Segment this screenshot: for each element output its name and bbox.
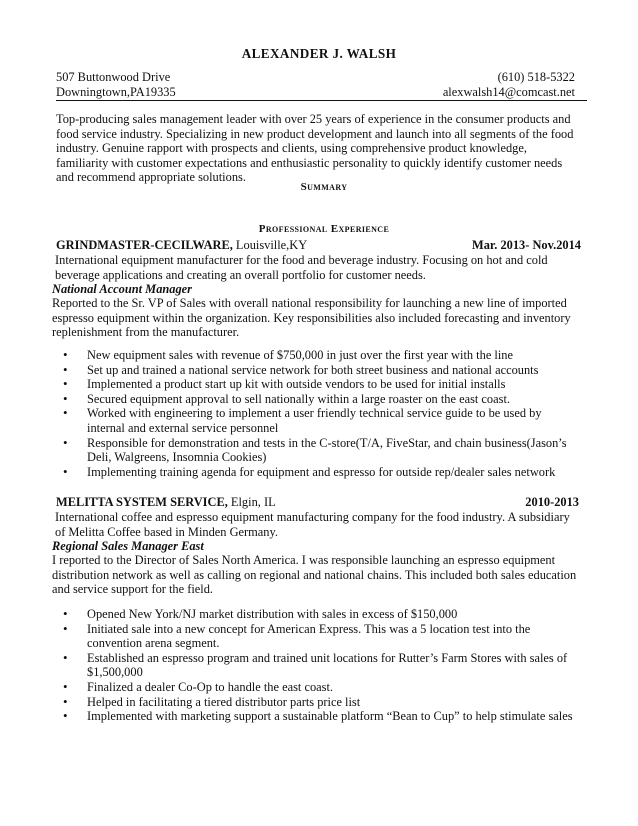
list-item-text: Secured equipment approval to sell nationally within a large roaster on the east coast. [87, 391, 510, 406]
role-summary-line: I reported to the Director of Sales North America. I was responsible launching an espresso equipment [52, 553, 556, 567]
list-item [63, 622, 593, 651]
list-item-text: Opened New York/NJ market distribution with sales in excess of $150,000 [87, 607, 458, 621]
list-item [63, 465, 593, 480]
job-title: Regional Sales Manager East [52, 539, 204, 553]
resume-name: ALEXANDER J. WALSH [241, 46, 397, 61]
company-name: GRINDMASTER-CECILWARE, [56, 238, 233, 252]
list-item-text: Helped in facilitating a tiered distributor parts price list [87, 694, 361, 709]
summary-line: Top-producing sales management leader with over 25 years of experience in the consumer products and [56, 112, 571, 126]
list-item-text: $1,500,000 [87, 665, 143, 680]
summary-heading: Summary [300, 181, 348, 193]
description-line: of Melitta Coffee based in Minden Germany. [55, 524, 278, 539]
role-summary-line: Reported to the Sr. VP of Sales with overall national responsibility for launching a new line of imported [52, 296, 567, 310]
list-item-text: Deli, Walgreens, Insomnia Cookies) [87, 450, 267, 465]
list-item [63, 406, 593, 435]
summary-line: food service industry. Specializing in new product development and launch into all segments of the food [56, 126, 574, 141]
list-item [63, 695, 593, 710]
company-description [55, 253, 586, 282]
summary-line: industry. Genuine rapport with prospects and clients, using comprehensive product knowledge, [56, 141, 527, 156]
description-line: International coffee and espresso equipment manufacturing company for the food industry. A subsidiary [55, 510, 570, 524]
role-summary [52, 296, 590, 340]
achievement-list [63, 607, 593, 724]
list-item [63, 377, 593, 392]
job-company [56, 238, 307, 253]
description-line: International equipment manufacturer for the food and beverage industry. Focusing on hot and cold [55, 253, 548, 267]
role-summary [52, 553, 594, 597]
list-item-text: Finalized a dealer Co-Op to handle the east coast. [87, 679, 334, 694]
list-item [63, 607, 593, 622]
role-summary-line: espresso equipment within the organization. Key responsibilities also included forecasting and inventory [52, 310, 571, 325]
list-item-text: • Responsible for demonstration and tests in the C-store(T/A, FiveStar, and chain business(Jason’s [87, 435, 567, 450]
job-dates: Mar. 2013- Nov.2014 [472, 238, 581, 252]
summary-line: and recommend appropriate solutions. [56, 170, 246, 185]
list-item [63, 348, 593, 363]
company-description [55, 510, 595, 539]
list-item-text: • Established an espresso program and trained unit locations for Rutter’s Farm Stores with sales of [87, 650, 568, 665]
achievement-list [63, 348, 593, 479]
list-item [63, 363, 593, 378]
company-name: MELITTA SYSTEM SERVICE, [56, 495, 228, 509]
list-item-text: Set up and trained a national service network for both street business and national accounts [87, 362, 539, 377]
company-location: Louisville,KY [232, 238, 308, 252]
list-item [63, 651, 593, 680]
list-item-text: internal and external service personnel [87, 420, 279, 435]
summary-paragraph [56, 112, 587, 185]
list-item-text: Implemented with marketing support a sustainable platform “Bean to Cup” to help stimulate sales [87, 709, 573, 724]
list-item-text: convention arena segment. [87, 636, 220, 651]
job-dates: 2010-2013 [525, 495, 579, 509]
address-line-2 [56, 85, 587, 101]
job-company [56, 495, 276, 510]
company-location: Elgin, IL [227, 495, 276, 509]
job-header [56, 495, 587, 510]
phone-number: (610) 518-5322 [497, 70, 575, 84]
list-item [63, 392, 593, 407]
email-address: alexwalsh14@comcast.net [442, 85, 575, 99]
list-item-text: Implementing training agenda for equipment and espresso for outside rep/dealer sales network [87, 464, 556, 479]
role-summary-line: distribution network as well as calling on regional and national chains. This included both sales education [52, 567, 577, 582]
street-address: 507 Buttonwood Drive [56, 70, 171, 84]
list-item-text: • Initiated sale into a new concept for American Express. This was a 5 location test into the [87, 621, 531, 636]
list-item-text: New equipment sales with revenue of $750,000 in just over the first year with the line [87, 348, 513, 362]
list-item-text: Implemented a product start up kit with outside vendors to be used for initial installs [87, 377, 506, 392]
list-item-text: • Worked with engineering to implement a user friendly technical service guide to be used by [87, 406, 542, 421]
role-summary-line: and service support for the field. [52, 582, 214, 597]
list-item [63, 709, 593, 724]
city-state-zip: Downingtown,PA19335 [56, 85, 176, 99]
summary-line: familiarity with customer expectations and enthusiastic personality to quickly identify customer needs [56, 155, 563, 170]
role-summary-line: replenishment from the manufacturer. [52, 325, 240, 340]
address-line-1 [56, 70, 575, 85]
list-item [63, 680, 593, 695]
job-title: National Account Manager [52, 282, 192, 296]
description-line: beverage applications and creating an overall portfolio for customer needs. [55, 267, 426, 282]
job-header [56, 238, 587, 253]
experience-heading: Professional Experience [258, 223, 390, 235]
list-item [63, 436, 593, 465]
